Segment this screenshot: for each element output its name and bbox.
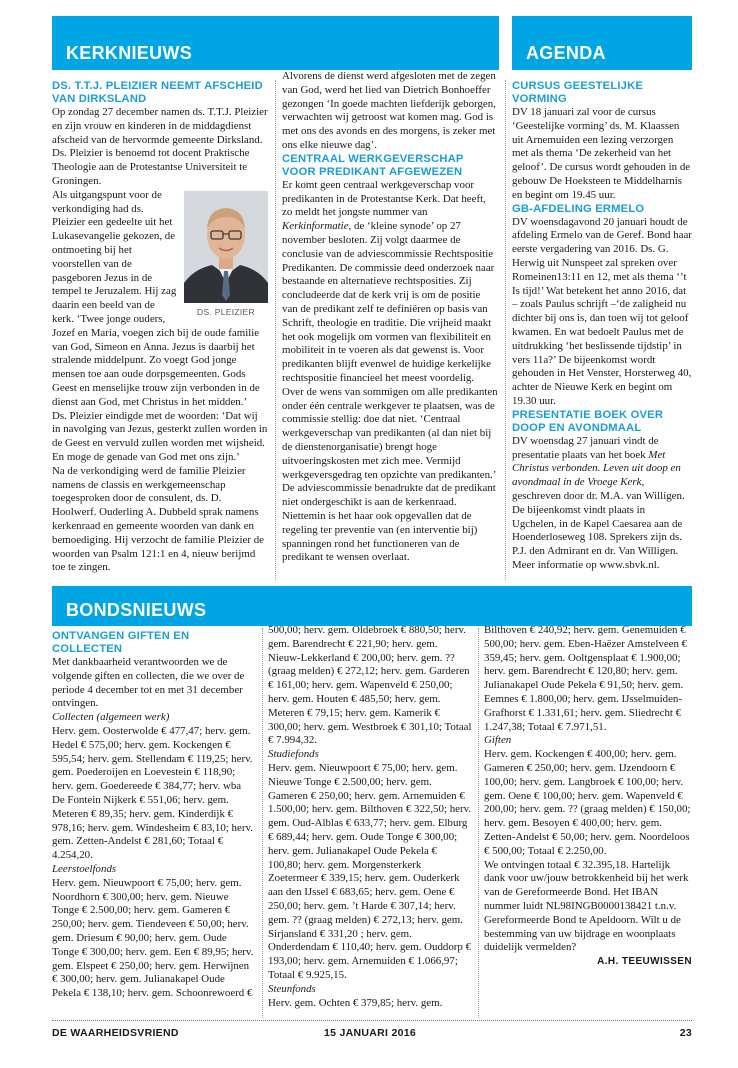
article-heading: CENTRAAL WERKGEVERSCHAP VOOR PREDIKANT AFGEWEZEN <box>282 152 464 178</box>
agenda-text: DV woensdagavond 20 januari houdt de afdeling Ermelo van de Geref. Bond haar eerste vergadering van 2016. Ds. G. Herwig uit Nunspeet zal spreken over Romeinen13:11 en 12, met als thema ‘’t Is tijd!’ Wat betekent het anno 2016, dat – zoals Paulus schrijft –‘de zaligheid nu dichter bij ons is, dan toen wij tot geloof kwamen. En wat bedoelt Paulus met de uitdrukking ‘het beslissende tijdstip’ in vers 11a?’ De bijeenkomst wordt gehouden in Het Venster, Horsterweg 40, achter de Nieuwe Kerk en begint om 19.30 uur. <box>512 215 692 407</box>
photo-caption: DS. PLEIZIER <box>197 306 255 317</box>
text-run: , geschreven door dr. M.A. van Willigen. De bijeenkomst vindt plaats in Ugchelen, in de Kapel Caesarea aan de Hoenderloseweg 108. Sprekers zijn ds. P.J. den Admirant en dr. Van Willigen. Meer informatie op www.sbvk.nl. <box>512 476 685 571</box>
article-paragraph: Ds. Pleizier eindigde met de woorden: ‘Dat wij in navolging van Jezus, gesterkt zullen worden in de Geest en vervuld zullen worden met wijsheid. En moge de genade van God met ons zijn.’ <box>52 409 268 463</box>
fund-subheading: Studiefonds <box>268 748 319 761</box>
closing-paragraph: We ontvingen totaal € 32.395,18. Hartelijk dank voor uw/jouw betrokkenheid bij het werk van de Gereformeerde Bond. Het IBAN nummer luidt NL98INGB0000138421 t.n.v. Gereformeerde Bond te Apeldoorn. Wilt u de bestemming van uw bijdrage en woonplaats duidelijk vermelden? <box>484 858 689 954</box>
column-divider <box>505 80 506 580</box>
agenda-column <box>512 80 692 573</box>
footer-divider <box>52 1020 692 1021</box>
bondsnieuws-column-2 <box>268 624 472 1010</box>
fund-list: Herv. gem. Nieuwpoort € 75,00; herv. gem. Nieuwe Tonge € 2.500,00; herv. gem. Gameren € 250,00; herv. gem. Arnemuiden € 1.500,00; herv. gem. Bilthoven € 322,50; herv. gem. Oud-Alblas € 633,77; herv. gem. Elburg € 689,44; herv. gem. Oude Tonge € 300,00; herv. gem. Julianakapel Oude Pekela € 100,80; herv. gem. Morgensterkerk Zoetermeer € 339,15; herv. gem. Ouderkerk aan den IJssel € 683,65; herv. gem. Oene € 250,00; herv. gem. ’t Harde € 307,14; herv. gem. ?? (graag melden) € 272,13; herv. gem. Sirjansland € 331,20 ; herv. gem. Onderdendam € 110,40; herv. gem. Ouddorp € 193,00; herv. gem. Arnemuiden € 1.066,97; Totaal € 9.925,15. <box>268 761 472 981</box>
agenda-heading: CURSUS GEESTELIJKE VORMING <box>512 80 644 105</box>
fund-list: Herv. gem. Oosterwolde € 477,47; herv. gem. Hedel € 575,00; herv. gem. Kockengen € 595,54; herv. gem. Stellendam € 119,25; herv. gem. Poederoijen en Loevestein € 118,90; herv. gem. Goedereede € 384,77; herv. wba De Fontein Nijkerk € 551,06; herv. gem. Meteren € 89,35; herv. gem. Kinderdijk € 978,16; herv. gem. Windesheim € 83,10; herv. gem. Zetten-Andelst € 281,60; Totaal € 4.254,20. <box>52 724 253 862</box>
article-paragraph: Over de wens van sommigen om alle predikanten onder één centrale werkgever te plaatsen, was de commissie stellig: doe dat niet. ‘Centraal werkgeverschap van predikanten (al dan niet bij de dienstenorganisatie) brengt hoge uitvoeringskosten met zich mee. Vermijd werkgeversgedrag ten opzichte van predikanten.’ De adviescommissie benadrukte dat de predikant niet ondergeschikt is aan de kerkenraad. Niettemin is het haar ook opgevallen dat de regeling ter preventie van (en interventie bij) spanningen rond het functioneren van de predikant te wensen overlaat. <box>282 385 498 564</box>
article-paragraph: Met dankbaarheid verantwoorden we de volgende giften en collecten, die we over de periode 4 december tot en met 31 december ontvingen. <box>52 656 245 710</box>
agenda-heading: GB-AFDELING ERMELO <box>512 202 645 215</box>
article-paragraph: Als uitgangspunt voor de verkondiging had ds. Pleizier een gedeelte uit het Lukasevangelie gekozen, de ontmoeting bij het voorstellen van de pasgeboren Jezus in de tempel te Jeruzalem. Hij zag daarin een beeld van de kerk. ‘Twee jonge ouders, Jozef en Maria, voegen zich bij de oude familie van God, Simeon en Anna. Jezus is daarbij het stralende middelpunt. Zo voegt God jonge mensen toe aan oude dorpsgemeenten. Gods Geest en menselijke trouw zijn verbonden in de dienst aan God, met Christus in het midden.’ <box>52 188 260 408</box>
kerknieuws-column-1 <box>52 80 268 575</box>
fund-list: Herv. gem. Nieuwpoort € 75,00; herv. gem. Noordhorn € 300,00; herv. gem. Nieuwe Tonge € 2.500,00; herv. gem. Gameren € 250,00; herv. gem. Tiendeveen € 50,00; herv. gem. Driesum € 90,00; herv. gem. Oude Tonge € 300,00; herv. gem. Een € 89,95; herv. gem. Elspeet € 250,00; herv. gem. Herwijnen € 300,00; herv. gem. Julianakapel Oude Pekela € 138,10; herv. gem. Schoonrewoerd € <box>52 876 254 1000</box>
section-header-bondsnieuws <box>52 586 692 626</box>
article-paragraph <box>282 179 498 386</box>
fund-list: 500,00; herv. gem. Oldebroek € 880,50; herv. gem. Barendrecht € 221,90; herv. gem. Nieuw-Lekkerland € 200,00; herv. gem. ?? (graag melden) € 272,12; herv. gem. Garderen € 161,00; herv. gem. Wapenveld € 250,00; herv. gem. Houten € 485,50; herv. gem. Meteren € 79,15; herv. gem. Kamerik € 300,00; herv. gem. Westbroek € 301,10; Totaal € 7.994,32. <box>268 624 472 747</box>
agenda-text <box>512 435 692 573</box>
article-heading: ONTVANGEN GIFTEN EN COLLECTEN <box>52 630 190 655</box>
kerknieuws-column-2 <box>282 70 498 565</box>
agenda-text: DV 18 januari zal voor de cursus ‘Geestelijke vorming’ ds. M. Klaassen uit Arnemuiden een lezing verzorgen met als thema ‘De zekerheid van het geloof’. De cursus wordt gehouden in de gebouw De Hoeksteen te Middelharnis en begint om 19.45 uur. <box>512 106 691 201</box>
section-header-agenda <box>512 16 692 70</box>
fund-subheading: Collecten (algemeen werk) <box>52 711 170 724</box>
issue-date: 15 JANUARI 2016 <box>323 1027 417 1039</box>
bondsnieuws-column-3 <box>484 624 692 969</box>
agenda-heading: PRESENTATIE BOEK OVER DOOP EN AVONDMAAL <box>512 408 664 434</box>
page-number: 23 <box>679 1027 692 1039</box>
fund-list: Herv. gem. Ochten € 379,85; herv. gem. <box>268 996 443 1009</box>
article-heading: DS. T.T.J. PLEIZIER NEEMT AFSCHEID VAN DIRKSLAND <box>52 80 263 105</box>
text-run: Er komt geen centraal werkgeverschap voor predikanten in de Protestantse Kerk. Dat heeft, zo meldt het jongste nummer van <box>282 178 486 219</box>
portrait-figure <box>184 191 268 317</box>
fund-list: Herv. gem. Kockengen € 400,00; herv. gem. Gameren € 250,00; herv. gem. IJzendoorn € 100,00; herv. gem. Langbroek € 100,00; herv. gem. Oene € 100,00; herv. gem. Wapenveld € 200,00; herv. gem. ?? (graag melden) € 150,00; herv. gem. Besoyen € 400,00; herv. gem. Zetten-Andelst € 50,00; herv. gem. Noordeloos € 500,00; Totaal € 2.250,00. <box>484 748 691 857</box>
bondsnieuws-column-1 <box>52 630 256 1001</box>
publication-name: DE WAARHEIDSVRIEND <box>52 1027 179 1039</box>
fund-subheading: Steunfonds <box>268 982 316 995</box>
text-run: DV woensdag 27 januari vindt de presentatie plaats van het boek <box>512 434 659 461</box>
author-signature: A.H. TEEUWISSEN <box>597 956 692 968</box>
section-title: BONDSNIEUWS <box>66 600 207 620</box>
publication-name: Kerkinformatie <box>282 220 349 233</box>
column-divider <box>262 628 263 1018</box>
fund-subheading: Leerstoelfonds <box>52 862 117 875</box>
article-paragraph: Op zondag 27 december namen ds. T.T.J. Pleizier en zijn vrouw en kinderen in de middagdienst afscheid van de hervormde gemeente Dirksland. Ds. Pleizier is benoemd tot docent Praktische Theologie aan de Protestantse Universiteit te Groningen. <box>52 106 268 187</box>
column-divider <box>275 80 276 580</box>
article-paragraph: Alvorens de dienst werd afgesloten met de zegen van God, werd het lied van Dietrich Bonhoeffer gezongen ‘In goede machten liefderijk geborgen, verwachten wij getroost wat komen mag. God is met ons des avonds en des morgens, is zeker met ons elke nieuwe dag’. <box>282 70 496 151</box>
section-title: AGENDA <box>526 43 606 63</box>
fund-list: Bilthoven € 240,92; herv. gem. Genemuiden € 500,00; herv. gem. Eben-Haëzer Amstelveen € 359,45; herv. gem. Ooltgensplaat € 1.900,00; herv. gem. Barendrecht € 120,80; herv. gem. Julianakapel Oude Pekela € 91,50; herv. gem. Eemnes € 1.800,00; herv. gem. IJsselmuiden-Grafhorst € 1.331,61; herv. gem. Sliedrecht € 1.247,38; Totaal € 7.971,51. <box>484 624 688 733</box>
text-run: , de ‘kleine synode’ op 27 november besloten. Zij volgt daarmee de conclusie van de adviescommissie Rechtspositie Predikanten. De commissie deed onderzoek naar bestaande en alternatieve rechtsposities. Zij concludeerde dat de kerk vrij is om de positie van de predikant zelf te definiëren op basis van Schrift, theologie en traditie. Die vrijheid maakt het ook mogelijk om vormen van flexibiliteit en mobiliteit in te voeren als dat gewenst is. Voor predikanten blijft evenwel de huidige kerkelijke rechtspositie financieel het meest voordelig. <box>282 220 495 384</box>
column-divider <box>478 628 479 1018</box>
portrait-photo <box>184 191 268 303</box>
book-title: Met Christus verbonden. Leven uit doop en avondmaal in de Vroege Kerk <box>512 448 681 489</box>
fund-subheading: Giften <box>484 734 512 747</box>
section-header-kerknieuws <box>52 16 499 70</box>
article-paragraph: Na de verkondiging werd de familie Pleizier namens de classis en werkgemeenschap toegesproken door de consulent, ds. D. Hoolwerf. Ouderling A. Dubbeld sprak namens kerkenraad en gemeente woorden van dank en bemoediging. Hij verzocht de familie Pleizier de woorden van Psalm 121:1 en 4, nieuw berijmd toe te zingen. <box>52 464 264 574</box>
section-title: KERKNIEUWS <box>66 43 193 63</box>
